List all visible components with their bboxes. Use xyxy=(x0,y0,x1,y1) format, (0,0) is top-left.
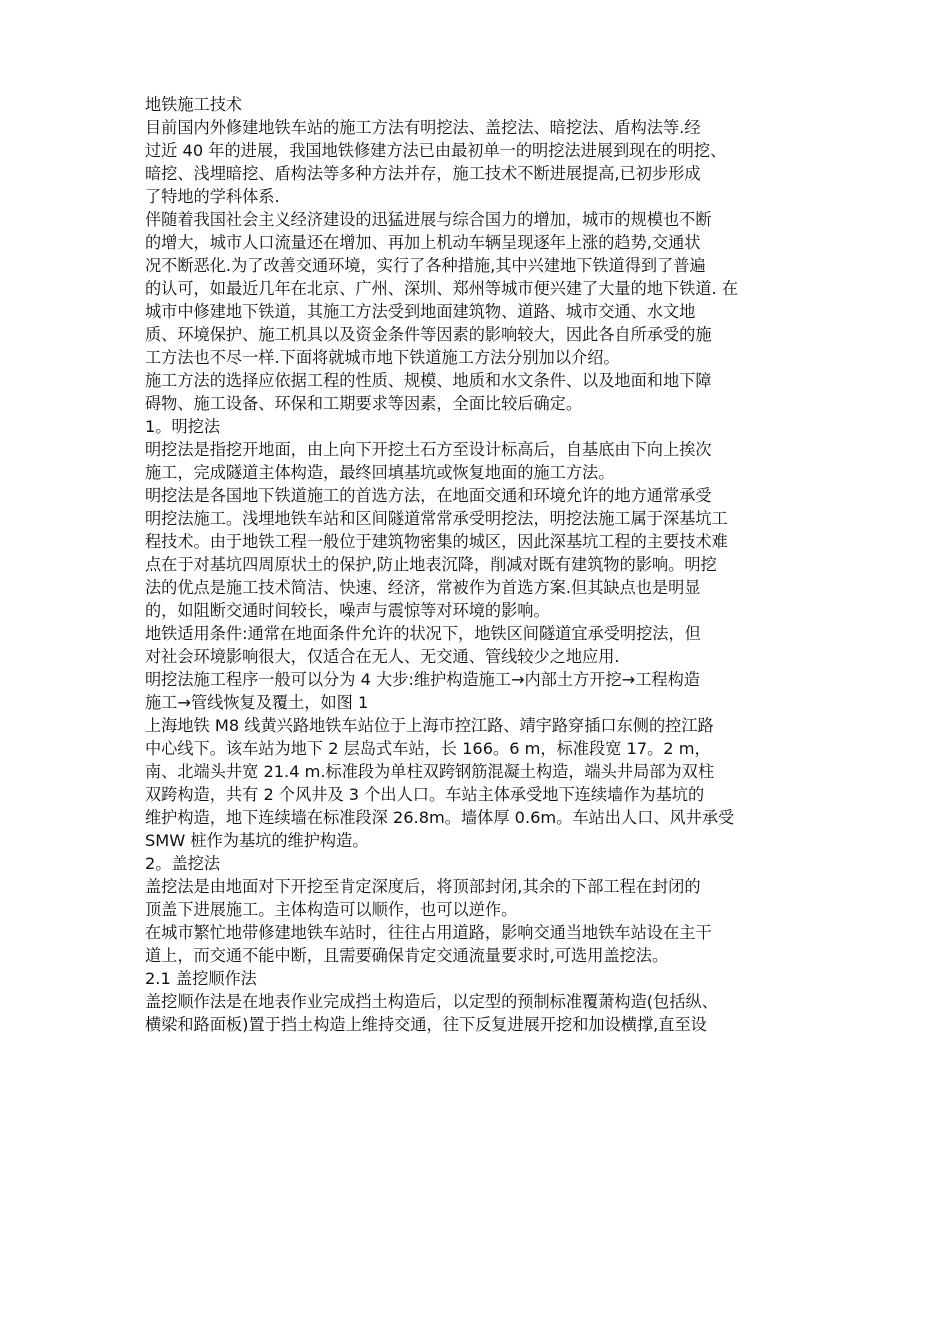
text-line: 暗挖、浅埋暗挖、盾构法等多种方法并存，施工技术不断进展提高,已初步形成 xyxy=(145,164,701,183)
text-line: 道上，而交通不能中断，且需要确保肯定交通流量要求时,可选用盖挖法。 xyxy=(145,946,669,965)
text-line: 盖挖法是由地面对下开挖至肯定深度后，将顶部封闭,其余的下部工程在封闭的 xyxy=(145,877,701,896)
text-line: 城市中修建地下铁道，其施工方法受到地面建筑物、道路、城市交通、水文地 xyxy=(145,302,696,321)
text-line: 况不断恶化.为了改善交通环境，实行了各种措施,其中兴建地下铁道得到了普遍 xyxy=(145,256,706,275)
text-line: 明挖法施工。浅埋地铁车站和区间隧道常常承受明挖法，明挖法施工属于深基坑工 xyxy=(145,509,728,528)
text-line: 伴随着我国社会主义经济建设的迅猛进展与综合国力的增加，城市的规模也不断 xyxy=(145,210,712,229)
text-line: 的增大，城市人口流量还在增加、再加上机动车辆呈现逐年上涨的趋势,交通状 xyxy=(145,233,701,252)
text-line: 维护构造，地下连续墙在标准段深 26.8m。墙体厚 0.6m。车站出人口、风井承受 xyxy=(145,808,735,827)
text-line: 明挖法是各国地下铁道施工的首选方法，在地面交通和环境允许的地方通常承受 xyxy=(145,486,712,505)
text-line: 目前国内外修建地铁车站的施工方法有明挖法、盖挖法、暗挖法、盾构法等.经 xyxy=(145,118,701,137)
text-line: 施工→管线恢复及覆土，如图 1 xyxy=(145,693,369,712)
text-line: 施工，完成隧道主体构造，最终回填基坑或恢复地面的施工方法。 xyxy=(145,463,615,482)
text-line: 在城市繁忙地带修建地铁车站时，往往占用道路，影响交通当地铁车站设在主干 xyxy=(145,923,712,942)
text-line: 地铁适用条件:通常在地面条件允许的状况下，地铁区间隧道宜承受明挖法，但 xyxy=(145,624,701,643)
text-line: 明挖法是指挖开地面，由上向下开挖土石方至设计标高后，自基底由下向上挨次 xyxy=(145,440,712,459)
text-line: 的认可，如最近几年在北京、广州、深圳、郑州等城市便兴建了大量的地下铁道. 在 xyxy=(145,279,739,298)
text-line: 南、北端头井宽 21.4 m.标准段为单柱双跨钢筋混凝土构造，端头井局部为双柱 xyxy=(145,762,715,781)
text-line: SMW 桩作为基坑的维护构造。 xyxy=(145,831,369,850)
text-line: 点在于对基坑四周原状土的保护,防止地表沉降，削减对既有建筑物的影响。明挖 xyxy=(145,555,717,574)
section-heading: 1。明挖法 xyxy=(145,417,221,436)
text-line: 上海地铁 M8 线黄兴路地铁车站位于上海市控江路、靖宇路穿插口东侧的控江路 xyxy=(145,716,714,735)
text-line: 双跨构造，共有 2 个风井及 3 个出人口。车站主体承受地下连续墙作为基坑的 xyxy=(145,785,705,804)
text-line: 的，如阻断交通时间较长，噪声与震惊等对环境的影响。 xyxy=(145,601,550,620)
text-line: 程技术。由于地铁工程一般位于建筑物密集的城区，因此深基坑工程的主要技术难 xyxy=(145,532,728,551)
document-title: 地铁施工技术 xyxy=(145,95,243,114)
text-line: 顶盖下进展施工。主体构造可以顺作，也可以逆作。 xyxy=(145,900,518,919)
text-line: 盖挖顺作法是在地表作业完成挡土构造后，以定型的预制标准覆萧构造(包括纵、 xyxy=(145,992,718,1011)
text-line: 法的优点是施工技术简洁、快速、经济，常被作为首选方案.但其缺点也是明显 xyxy=(145,578,701,597)
section-heading: 2。盖挖法 xyxy=(145,854,221,873)
text-line: 明挖法施工程序一般可以分为 4 大步:维护构造施工→内部土方开挖→工程构造 xyxy=(145,670,700,689)
text-line: 对社会环境影响很大，仅适合在无人、无交通、管线较少之地应用. xyxy=(145,647,620,666)
text-line: 施工方法的选择应依据工程的性质、规模、地质和水文条件、以及地面和地下障 xyxy=(145,371,712,390)
subsection-heading: 2.1 盖挖顺作法 xyxy=(145,969,257,988)
text-line: 质、环境保护、施工机具以及资金条件等因素的影响较大，因此各自所承受的施 xyxy=(145,325,712,344)
text-line: 工方法也不尽一样.下面将就城市地下铁道施工方法分别加以介绍。 xyxy=(145,348,620,367)
text-line: 过近 40 年的进展，我国地铁修建方法已由最初单一的明挖法进展到现在的明挖、 xyxy=(145,141,727,160)
text-line: 碍物、施工设备、环保和工期要求等因素，全面比较后确定。 xyxy=(145,394,583,413)
text-line: 横梁和路面板)置于挡土构造上维持交通，往下反复进展开挖和加设横撑,直至设 xyxy=(145,1015,707,1034)
text-line: 中心线下。该车站为地下 2 层岛式车站，长 166。6 m，标准段宽 17。2 m， xyxy=(145,739,711,758)
text-line: 了特地的学科体系. xyxy=(145,187,280,206)
document-body xyxy=(145,93,810,1036)
